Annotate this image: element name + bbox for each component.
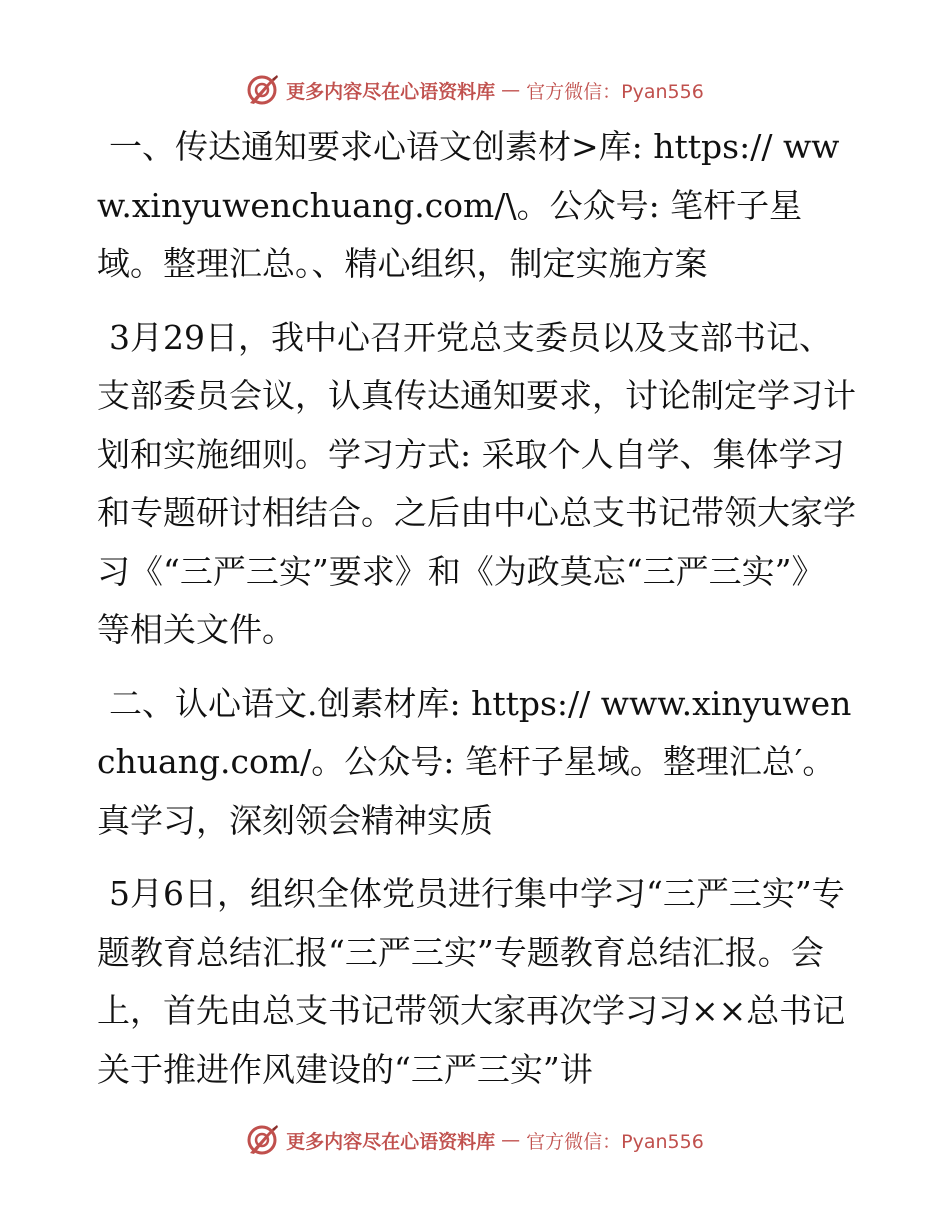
paragraph-study-may: 5月6日，组织全体党员进行集中学习“三严三实”专题教育总结汇报“三严三实”专题教育总结汇报。会上，首先由总支书记带领大家再次学习习××总书记关于推进作风建设的“三严三实”讲 bbox=[97, 874, 846, 1089]
paragraph-section-one-title: 一、传达通知要求心语文创素材>库: https:// www.xinyuwenchuang.com/\。公众号: 笔杆子星域。整理汇总。、精心组织，制定实施方案 bbox=[97, 127, 840, 283]
banner-dash: — bbox=[501, 79, 521, 101]
banner-promo-text: 更多内容尽在心语资料库 bbox=[286, 80, 496, 103]
brush-pen-logo-icon bbox=[246, 1123, 280, 1157]
banner-promo-text: 更多内容尽在心语资料库 bbox=[286, 1130, 496, 1153]
header-banner bbox=[0, 70, 950, 110]
banner-wechat-text: 官方微信：Pyan556 bbox=[526, 1130, 704, 1153]
paragraph-section-two-title: 二、认心语文.创素材库: https:// www.xinyuwenchuang.com/。公众号: 笔杆子星域。整理汇总′。真学习，深刻领会精神实质 bbox=[97, 683, 852, 840]
banner-wechat-text: 官方微信：Pyan556 bbox=[526, 80, 704, 103]
document-body bbox=[97, 118, 857, 1114]
footer-banner bbox=[0, 1120, 950, 1160]
paragraph-meeting-march: 3月29日，我中心召开党总支委员以及支部书记、支部委员会议，认真传达通知要求，讨论制定学习计划和实施细则。学习方式: 采取个人自学、集体学习和专题研讨相结合。之后由中心总支书记带领大家学习《“三严三实”要求》和《为政莫忘“三严三实”》等相关文件。 bbox=[97, 317, 856, 649]
brush-pen-logo-icon bbox=[246, 73, 280, 107]
banner-dash: — bbox=[501, 1129, 521, 1151]
